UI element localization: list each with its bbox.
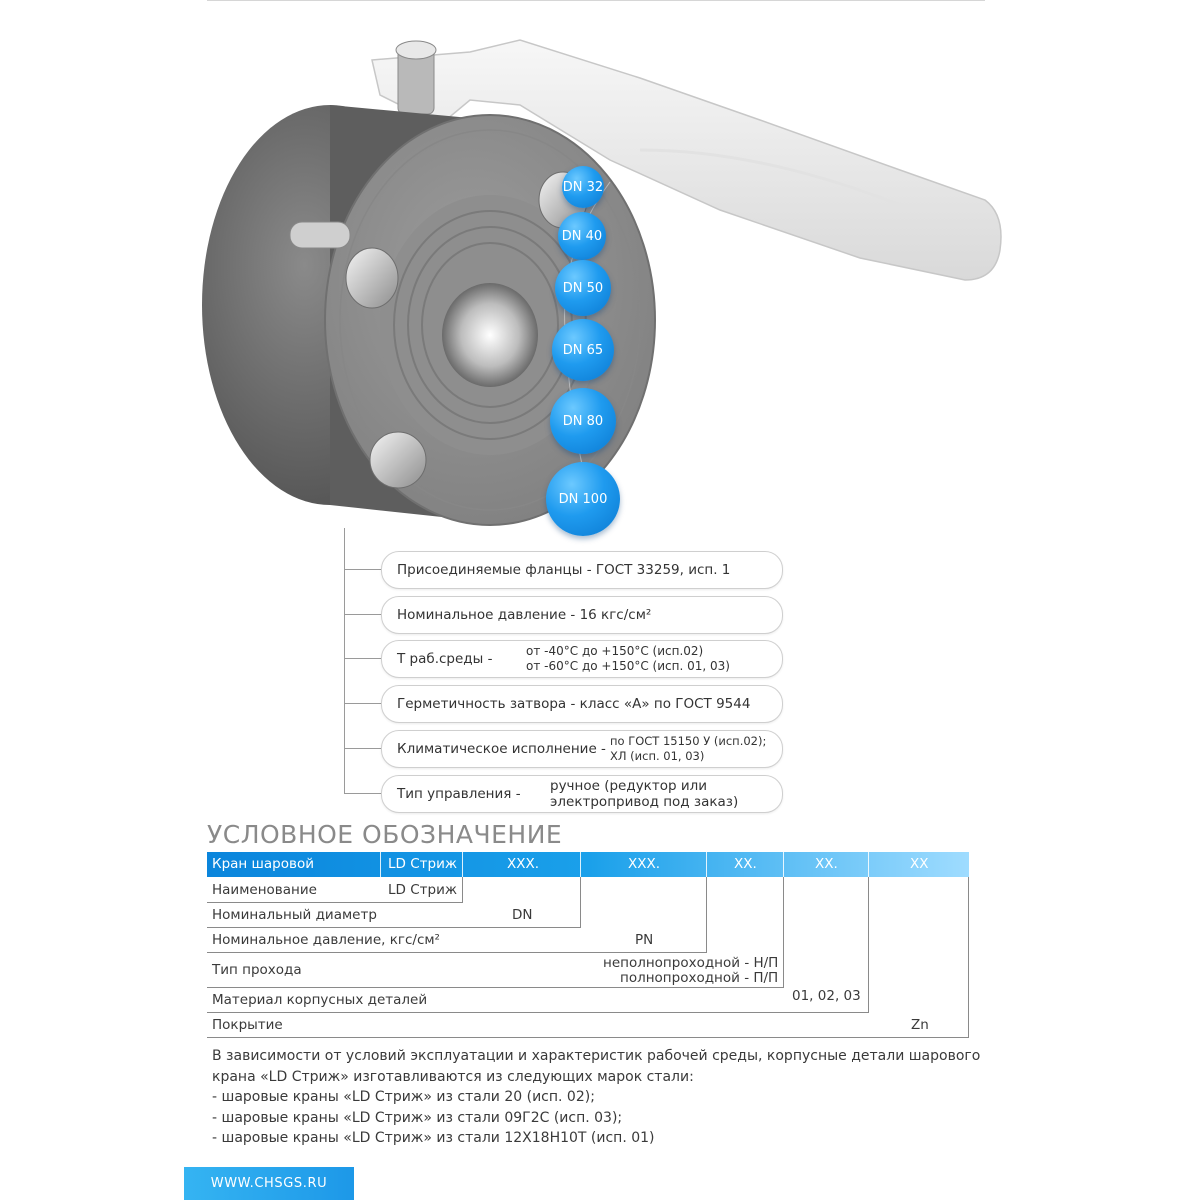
spec-control: [381, 775, 783, 813]
dn-32-badge: DN 32: [562, 166, 604, 208]
spec-connector-line: [344, 528, 345, 794]
header-separator: [462, 852, 463, 877]
bracket-line: [706, 877, 707, 952]
dn-65-badge: DN 65: [552, 319, 614, 381]
dn-100-badge: DN 100: [546, 462, 620, 536]
header-valve-label: Кран шаровой: [212, 856, 314, 872]
spec-temperature-line1: от -40°С до +150°С (исп.02): [526, 644, 704, 658]
row-pn-value: PN: [635, 932, 654, 948]
row-pass-value-full: полнопроходной - П/П: [620, 970, 779, 986]
dn-40-badge: DN 40: [558, 212, 606, 260]
dn-50-badge: DN 50: [555, 260, 611, 316]
row-coating-label: Покрытие: [212, 1017, 283, 1033]
row-coating-value: Zn: [911, 1017, 929, 1033]
note-line: - шаровые краны «LD Стриж» из стали 09Г2С (исп. 03);: [212, 1109, 623, 1126]
spec-climate-line2: ХЛ (исп. 01, 03): [610, 749, 705, 763]
spec-temperature-values: [526, 644, 730, 674]
bracket-line: [207, 927, 581, 928]
bracket-line: [207, 952, 707, 953]
bracket-line: [207, 1037, 969, 1038]
row-material-value: 01, 02, 03: [792, 988, 861, 1004]
spec-climate-label: Климатическое исполнение -: [397, 741, 606, 757]
spec-pressure-text: Номинальное давление - 16 кгс/см²: [397, 607, 652, 623]
spec-pressure: [381, 596, 783, 634]
bracket-line: [868, 877, 869, 1012]
header-separator: [868, 852, 869, 877]
spec-connector-tick: [344, 748, 381, 749]
row-pass-label: Тип прохода: [212, 962, 302, 978]
header-code-material: XX.: [815, 856, 838, 872]
spec-tightness-text: Герметичность затвора - класс «А» по ГОСТ 9544: [397, 696, 751, 712]
spec-flanges: [381, 551, 783, 589]
header-separator: [580, 852, 581, 877]
row-dn-value: DN: [512, 907, 533, 923]
bracket-line: [462, 877, 463, 902]
header-separator: [783, 852, 784, 877]
header-code-pass: XX.: [734, 856, 757, 872]
header-code-coating: XX: [910, 856, 929, 872]
spec-connector-tick: [344, 793, 381, 794]
row-name-value: LD Стриж: [388, 882, 458, 898]
website-link[interactable]: WWW.CHSGS.RU: [184, 1167, 354, 1200]
header-code-pn: XXX.: [628, 856, 661, 872]
row-material-label: Материал корпусных деталей: [212, 992, 428, 1008]
spec-climate-values: [610, 734, 766, 764]
header-separator: [706, 852, 707, 877]
spec-climate: [381, 730, 783, 768]
spec-control-line1: ручное (редуктор или: [550, 778, 707, 794]
designation-title: УСЛОВНОЕ ОБОЗНАЧЕНИЕ: [207, 820, 563, 849]
dn-80-badge: DN 80: [550, 388, 616, 454]
spec-temperature-line2: от -60°С до +150°С (исп. 01, 03): [526, 659, 730, 673]
spec-temperature-label: Т раб.среды -: [397, 651, 493, 667]
row-dn-label: Номинальный диаметр: [212, 907, 377, 923]
spec-control-line2: электропривод под заказ): [550, 794, 739, 810]
spec-connector-tick: [344, 569, 381, 570]
note-line: В зависимости от условий эксплуатации и характеристик рабочей среды, корпусные детали шарового: [212, 1048, 981, 1064]
spec-connector-tick: [344, 703, 381, 704]
spec-connector-tick: [344, 658, 381, 659]
spec-climate-line1: по ГОСТ 15150 У (исп.02);: [610, 734, 767, 748]
spec-connector-tick: [344, 614, 381, 615]
spec-control-label: Тип управления -: [397, 786, 521, 802]
bracket-line: [207, 1012, 869, 1013]
header-separator: [380, 852, 381, 877]
bracket-line: [783, 877, 784, 987]
header-code-dn: XXX.: [507, 856, 540, 872]
note-line: - шаровые краны «LD Стриж» из стали 12Х18Н10Т (исп. 01): [212, 1130, 655, 1146]
spec-temperature: [381, 640, 783, 678]
row-name-label: Наименование: [212, 882, 317, 898]
spec-flanges-text: Присоединяемые фланцы - ГОСТ 33259, исп. 1: [397, 562, 731, 578]
row-pass-value-partial: неполнопроходной - Н/П: [603, 955, 779, 971]
spec-control-values: [550, 778, 738, 810]
bracket-line: [580, 877, 581, 927]
row-pn-label: Номинальное давление, кгс/см²: [212, 932, 440, 948]
header-model: LD Стриж: [388, 856, 458, 872]
designation-table-header: [207, 852, 969, 877]
note-line: крана «LD Стриж» изготавливаются из следующих марок стали:: [212, 1068, 694, 1085]
spec-tightness: [381, 685, 783, 723]
bracket-line: [968, 877, 969, 1037]
note-line: - шаровые краны «LD Стриж» из стали 20 (исп. 02);: [212, 1089, 595, 1105]
bracket-line: [207, 987, 784, 988]
bracket-line: [207, 902, 463, 903]
steel-grades-note: [212, 1046, 981, 1149]
